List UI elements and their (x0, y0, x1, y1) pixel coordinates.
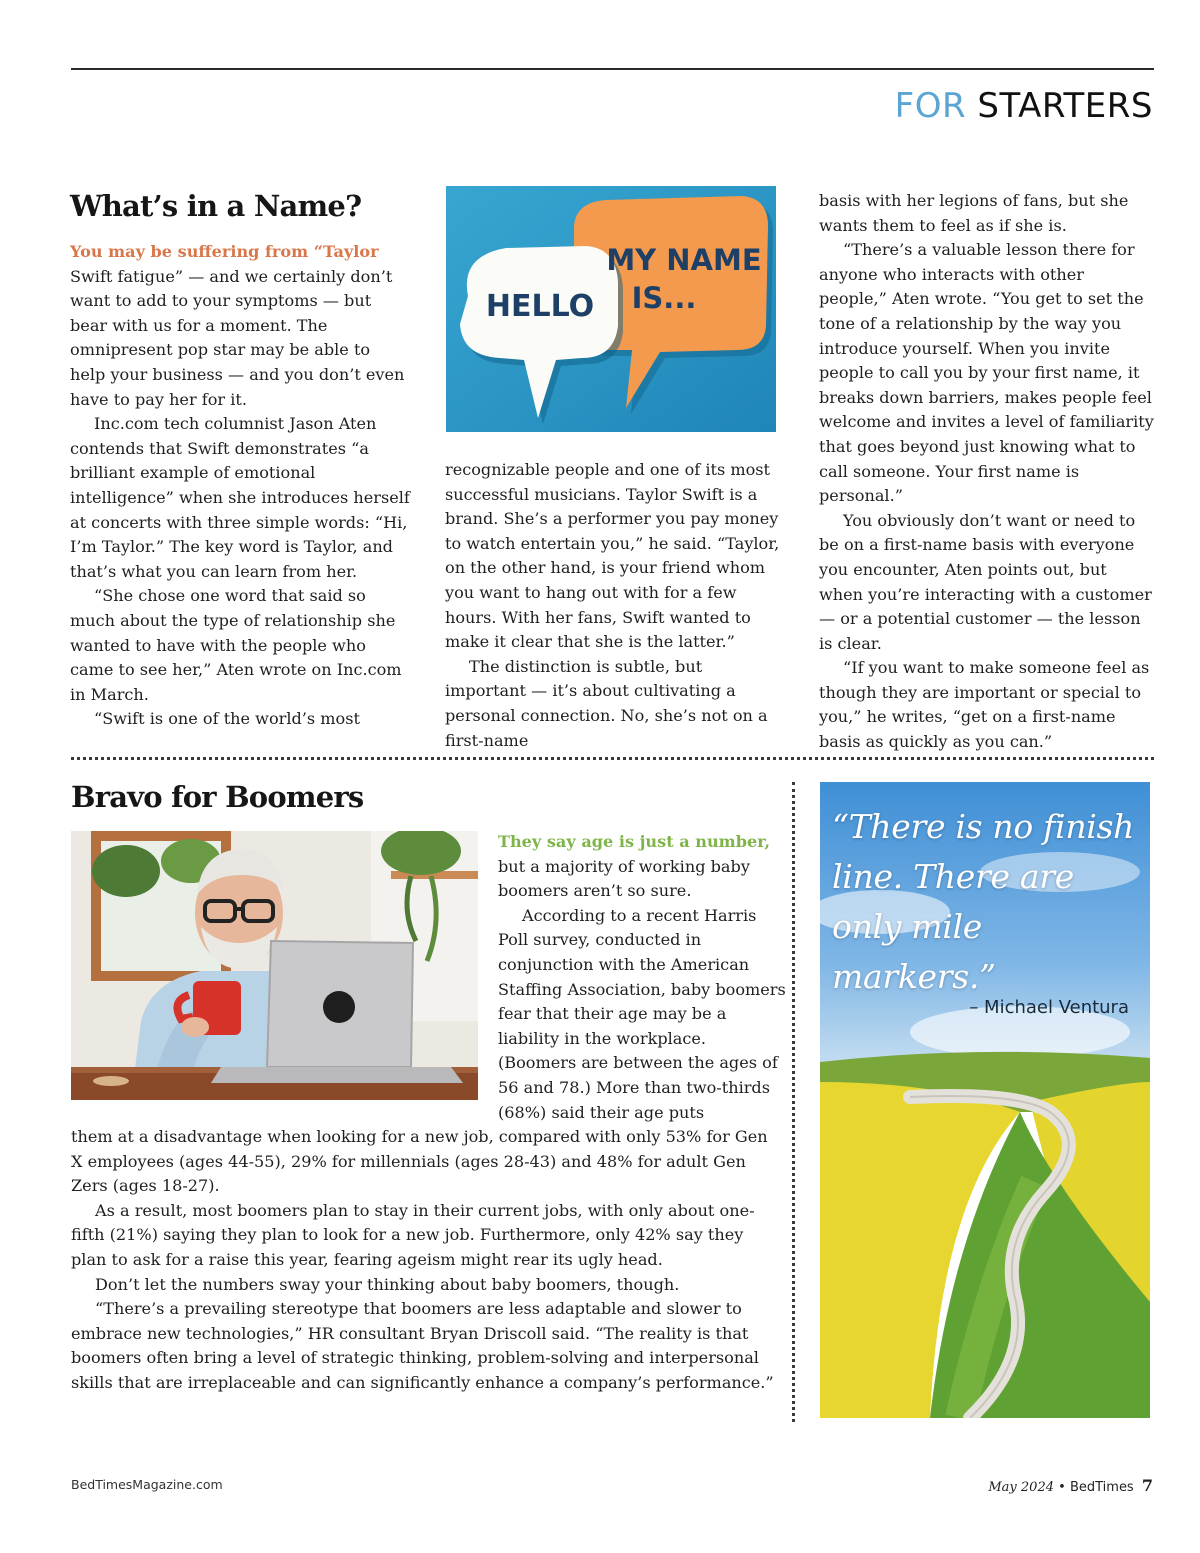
article2-lead: They say age is just a number, (498, 832, 771, 851)
article2-full-column (71, 1125, 783, 1396)
article1-title: What’s in a Name? (70, 189, 362, 223)
article2-full-p0: them at a disadvantage when looking for a new job, compared with only 53% for Gen X employees (ages 44-55), 29% for millennials (ages 28-43) and 48% for adult Gen Zers (ages 18-27). (71, 1127, 768, 1196)
article2-full-p3: “There’s a prevailing stereotype that boomers are less adaptable and slower to embrace new technologies,” HR consultant Bryan Driscoll said. “The reality is that boomers often bring a level of strategic thinking, problem-solving and interpersonal skills that are irreplaceable and can significantly enhance a company’s performance.” (71, 1299, 774, 1392)
speech-bubbles-illustration (446, 186, 776, 432)
article1-col2-p1: recognizable people and one of its most successful musicians. Taylor Swift is a brand. She’s a performer you pay money to watch entertain you,” he said. “Taylor, on the other hand, is your friend whom you want to hang out with for a few hours. With her fans, Swift wanted to make it clear that she is the latter.” (445, 460, 780, 652)
footer-month: May 2024 (988, 1480, 1054, 1495)
article2-full-p2: Don’t let the numbers sway your thinking about baby boomers, though. (95, 1274, 680, 1294)
article2-side-text: but a majority of working baby boomers aren’t so sure. (498, 856, 750, 901)
bubble-is-text: IS... (631, 281, 697, 315)
section-divider-horizontal (71, 757, 1154, 760)
article2-full-p1: As a result, most boomers plan to stay in their current jobs, with only about one-fifth (21%) saying they plan to look for a new job. Furthermore, only 42% say they plan to ask for a raise this year, fearing ageism might rear its ugly head. (71, 1200, 755, 1269)
footer-page-number: 7 (1141, 1476, 1153, 1495)
article1-col1 (70, 240, 410, 732)
article1-col3-p1: basis with her legions of fans, but she wants them to feel as if she is. (819, 191, 1129, 235)
article1-col1-p1: Swift fatigue” — and we certainly don’t want to add to your symptoms — but bear with us for a moment. The omnipresent pop star may be able to help your business — and you don’t even have to pay her for it. (70, 266, 405, 409)
article1-col1-p3: “She chose one word that said so much about the type of relationship she wanted to have with the people who came to see her,” Aten wrote on Inc.com in March. (70, 586, 402, 704)
article1-col2 (445, 458, 781, 753)
boomer-laptop-illustration (71, 831, 478, 1100)
article1-col1-p2: Inc.com tech columnist Jason Aten contends that Swift demonstrates “a brilliant example of emotional intelligence” when she introduces herself at concerts with three simple words: “Hi, I’m Taylor.” The key word is Taylor, and that’s what you can learn from her. (70, 414, 410, 581)
quote-panel (820, 782, 1150, 1418)
top-rule (71, 68, 1154, 70)
footer-bullet: • (1058, 1480, 1066, 1495)
article1-col3-p3: You obviously don’t want or need to be on a first-name basis with everyone you encounter, Aten points out, but when you’re interacting with a customer — or a potential customer — the lesson is clear. (819, 510, 1152, 653)
article1-col3 (819, 189, 1155, 755)
article1-lead-paragraph (70, 240, 410, 412)
bubble-myname-text: MY NAME (606, 243, 762, 277)
article1-col1-p4: “Swift is one of the world’s most (94, 709, 360, 729)
footer-site: BedTimesMagazine.com (71, 1477, 223, 1492)
boomer-laptop-photo (71, 831, 478, 1100)
article1-lead: You may be suffering from “Taylor (70, 242, 379, 261)
footer-magazine: BedTimes (1069, 1480, 1134, 1495)
section-divider-vertical (792, 782, 795, 1422)
quote-text: “There is no finish line. There are only mile markers.” (832, 807, 1135, 996)
section-tag-for: FOR (894, 86, 967, 126)
article1-col3-p4: “If you want to make someone feel as though they are important or special to you,” he writes, “get on a first-name basis as quickly as you can.” (819, 658, 1150, 752)
article1-col2-p2: The distinction is subtle, but important — it’s about cultivating a personal connection. No, she’s not on a first-name (445, 656, 768, 750)
article2-lead-paragraph (498, 830, 788, 904)
section-tag-starters: STARTERS (977, 86, 1153, 126)
article2-title: Bravo for Boomers (71, 780, 364, 814)
bubble-hello-text: HELLO (485, 289, 595, 324)
article2-side-paragraph: According to a recent Harris Poll survey, conducted in conjunction with the American Staffing Association, baby boomers fear that their age may be a liability in the workplace. (Boomers are between the ages of 56 and 78.) More than two-thirds (68%) said their age puts (498, 905, 786, 1122)
quote-attribution: – Michael Ventura (969, 997, 1129, 1018)
article1-col3-p2: “There’s a valuable lesson there for anyone who interacts with other people,” Aten wrote. “You get to set the tone of a relationship by the way you introduce yourself. When you invite people to call you by your first name, it breaks down barriers, makes people feel welcome and invites a level of familiarity that goes beyond just knowing what to call someone. Your first name is personal.” (819, 240, 1154, 506)
section-tag (895, 86, 1153, 126)
article2-side-column (498, 830, 788, 1125)
speech-bubbles-image (446, 186, 776, 432)
footer-issue (988, 1476, 1153, 1495)
